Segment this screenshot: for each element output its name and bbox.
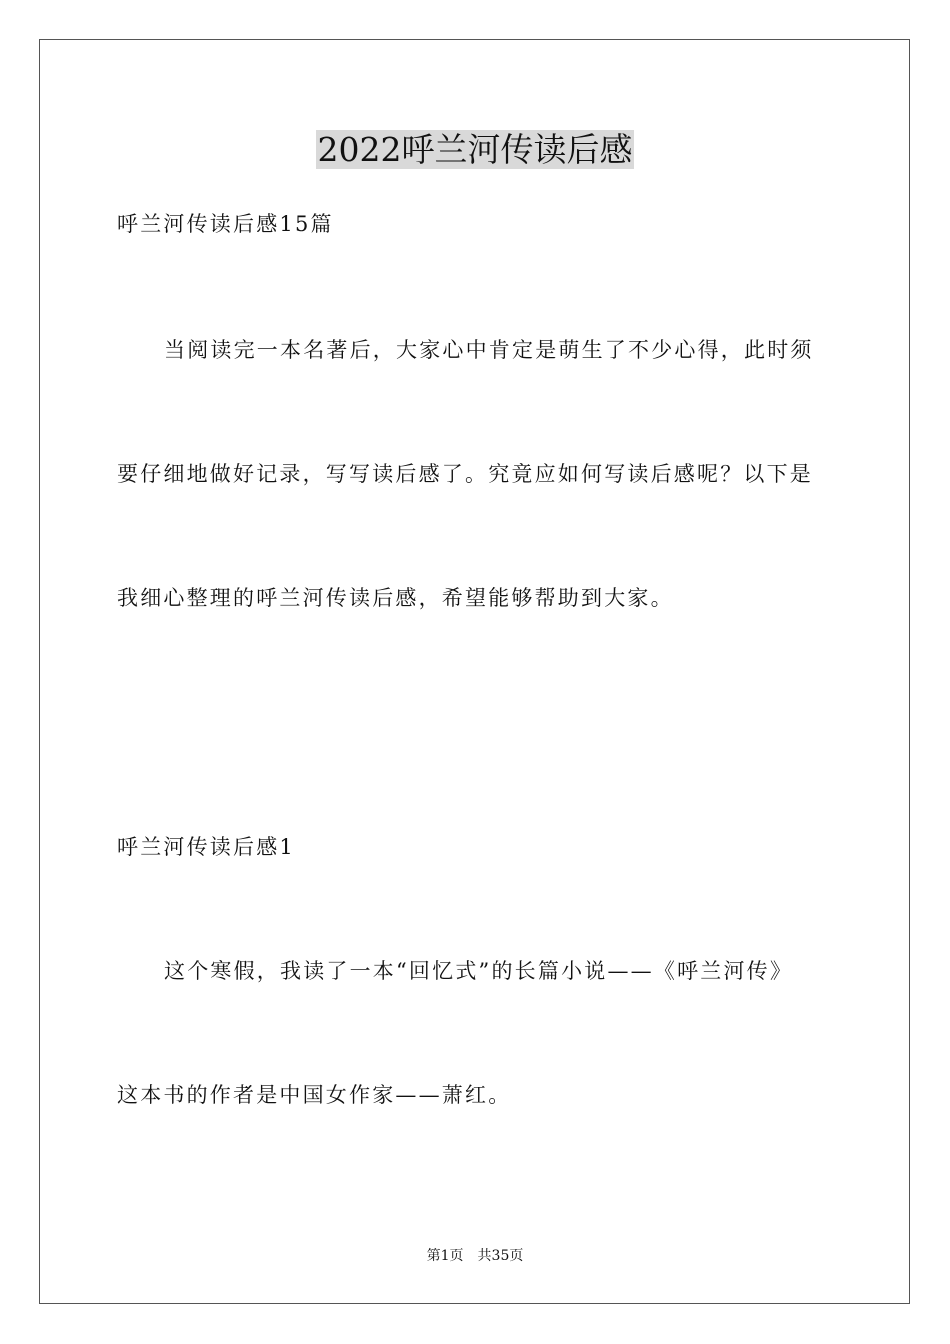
intro-line-3: 我细心整理的呼兰河传读后感，希望能够帮助到大家。 — [117, 586, 674, 610]
document-subtitle: 呼兰河传读后感15篇 — [117, 212, 334, 236]
intro-line-2: 要仔细地做好记录，写写读后感了。究竟应如何写读后感呢？以下是 — [117, 462, 813, 486]
page-number: 第1页 共35页 — [426, 1248, 524, 1264]
document-title — [0, 126, 950, 174]
intro-line-1: 当阅读完一本名著后，大家心中肯定是萌生了不少心得，此时须 — [164, 338, 814, 362]
section-line-1: 这个寒假，我读了一本“回忆式”的长篇小说——《呼兰河传》 — [164, 959, 794, 983]
section-line-2: 这本书的作者是中国女作家——萧红。 — [117, 1083, 512, 1107]
section-heading: 呼兰河传读后感1 — [117, 835, 295, 859]
document-title-text: 2022呼兰河传读后感 — [317, 130, 633, 169]
